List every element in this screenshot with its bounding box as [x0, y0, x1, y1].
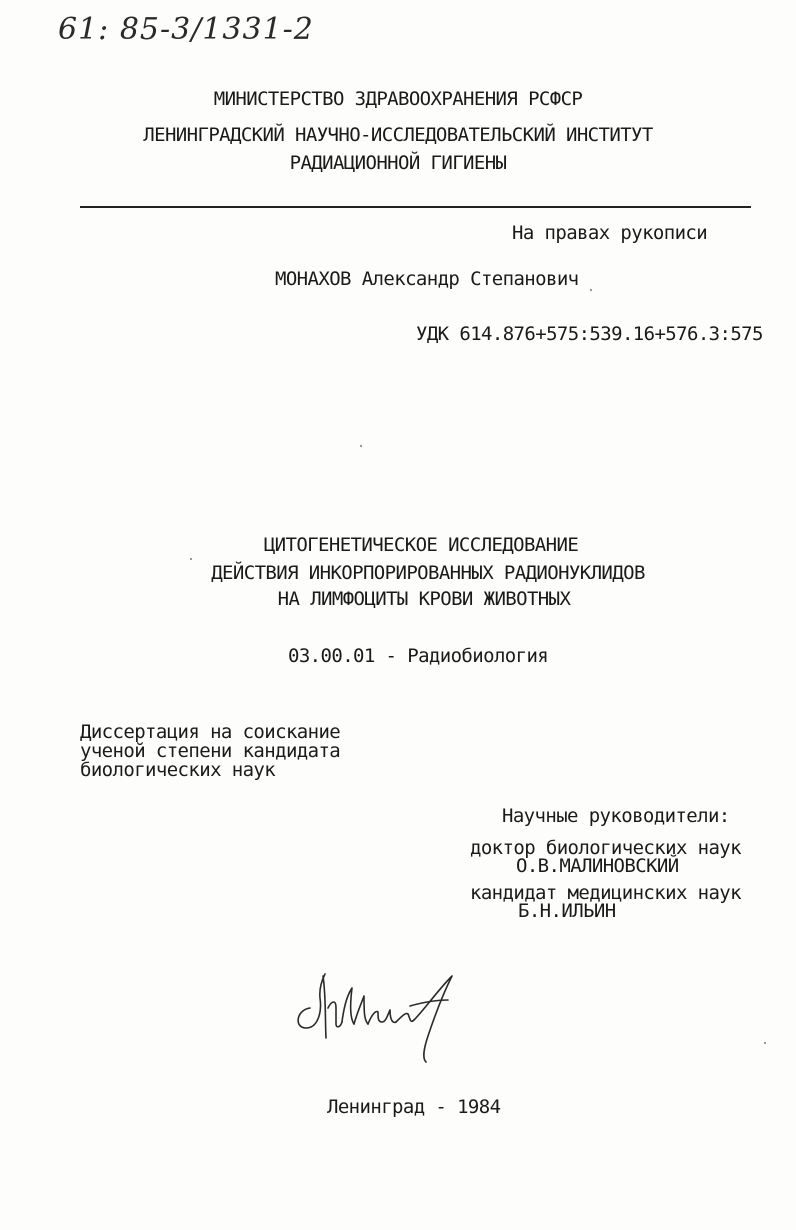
ministry-heading: МИНИСТЕРСТВО ЗДРАВООХРАНЕНИЯ РСФСР — [213, 88, 583, 110]
archive-handwritten-mark: 61: 85-3/1331-2 — [58, 12, 314, 47]
supervisor2-degree: кандидат медицинских наук — [470, 882, 741, 904]
scan-speck — [190, 558, 192, 560]
title-line1: ЦИТОГЕНЕТИЧЕСКОЕ ИССЛЕДОВАНИЕ — [263, 534, 579, 556]
header-divider — [80, 206, 751, 208]
title-line3: НА ЛИМФОЦИТЫ КРОВИ ЖИВОТНЫХ — [277, 588, 571, 610]
scan-speck — [764, 1042, 766, 1044]
scan-speck — [590, 289, 592, 291]
dissertation-line1: Диссертация на соискание — [80, 721, 341, 743]
author-signature — [292, 966, 462, 1066]
dissertation-line2: ученой степени кандидата — [80, 740, 341, 762]
institute-heading-line2: РАДИАЦИОННОЙ ГИГИЕНЫ — [289, 152, 507, 174]
udc-code: УДК 614.876+575:539.16+576.3:575 — [416, 323, 763, 345]
scan-speck — [360, 445, 362, 447]
supervisor2-name: Б.Н.ИЛЬИН — [518, 900, 616, 922]
supervisor1-name: О.В.МАЛИНОВСКИЙ — [516, 855, 679, 877]
place-and-year: Ленинград - 1984 — [327, 1096, 501, 1118]
supervisors-heading: Научные руководители: — [502, 805, 730, 827]
specialty-code: 03.00.01 - Радиобиология — [288, 645, 549, 667]
supervisor1-degree: доктор биологических наук — [470, 837, 741, 859]
title-line2: ДЕЙСТВИЯ ИНКОРПОРИРОВАННЫХ РАДИОНУКЛИДОВ — [211, 562, 645, 584]
author-name: МОНАХОВ Александр Степанович — [275, 268, 579, 290]
institute-heading-line1: ЛЕНИНГРАДСКИЙ НАУЧНО-ИССЛЕДОВАТЕЛЬСКИЙ ИНСТИТУТ — [143, 124, 653, 146]
manuscript-rights-note: На правах рукописи — [512, 222, 708, 244]
dissertation-line3: биологических наук — [80, 759, 276, 781]
